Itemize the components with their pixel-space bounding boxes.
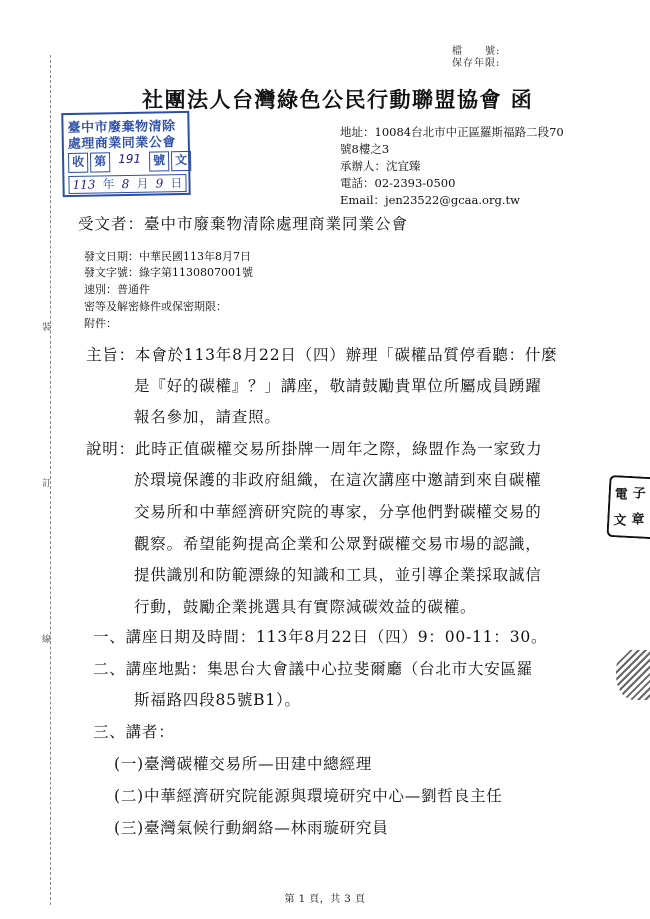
explanation-line-5: 提供識別和防範漂綠的知識和工具，並引導企業採取誠信 [134,566,542,584]
secrecy-level: 密等及解密條件或保密期限： [84,300,227,313]
recipient: 受文者：臺中市廢棄物清除處理商業同業公會 [78,215,409,233]
speaker-3: (三)臺灣氣候行動網絡—林雨璇研究員 [114,819,389,837]
stamp-nian: 年 [102,177,115,192]
item-two-venue-line2: 斯福路四段85號B1）。 [134,691,301,709]
stamp-day: 9 [155,176,164,191]
stamp-org-line2: 處理商業同業公會 [67,135,176,153]
subject-line-1: 主旨：本會於113年8月22日（四）辦理「碳權品質停看聽：什麼 [86,346,558,364]
binding-mark-zhuang: 裝 [42,323,52,333]
explanation-line-4: 觀察。希望能夠提高企業和公眾對碳權交易市場的認識， [134,535,542,553]
explanation-line-1: 說明：此時正值碳權交易所掛牌一周年之際，綠盟作為一家致力 [86,440,543,458]
doc-number-label: 檔 號: [452,46,501,57]
stamp-number: 191 [117,151,142,167]
document-title: 社團法人台灣綠色公民行動聯盟協會 函 [142,87,534,112]
issue-ref-number: 發文字號：綠字第1130807001號 [84,266,253,279]
seal-fragment [616,650,650,700]
stamp-month: 8 [121,176,130,192]
electronic-seal [606,475,650,539]
stamp-date-row [68,174,186,194]
sender-address-line1: 地址：10084台北市中正區羅斯福路二段70 [340,125,564,139]
stamp-yue: 月 [136,176,149,191]
speaker-2: (二)中華經濟研究院能源與環境研究中心—劉哲良主任 [114,787,503,805]
stamp-year: 113 [72,177,96,192]
stamp-number-row [68,151,186,173]
subject-line-2: 是『好的碳權』？」講座，敬請鼓勵貴單位所屬成員踴躍 [134,377,542,395]
subject-line-3: 報名參加，請查照。 [134,408,281,426]
item-three-speakers: 三、講者： [93,723,175,741]
sender-email: Email：jen23522@gcaa.org.tw [340,193,520,207]
received-stamp [61,111,190,197]
speed-class: 速別：普通件 [84,283,150,296]
stamp-org-line1: 臺中市廢棄物清除 [67,119,176,137]
item-one-datetime: 一、講座日期及時間：113年8月22日（四）9：00-11：30。 [93,628,548,646]
sender-address-line2: 號8樓之3 [340,142,390,156]
stamp-shou: 收 [68,153,88,173]
explanation-line-6: 行動，鼓勵企業挑選具有實際減碳效益的碳權。 [134,598,477,616]
sender-contact: 承辦人：沈宜臻 [340,159,421,173]
seal-char-2: 子 [632,486,647,502]
seal-char-1: 電 [614,487,629,503]
stamp-ri: 日 [170,176,183,191]
seal-char-4: 章 [630,512,645,528]
stamp-hao: 號 [149,151,169,171]
page-number: 第 1 頁，共 3 頁 [284,894,366,905]
issue-date: 發文日期：中華民國113年8月7日 [84,250,251,263]
retention-label: 保存年限: [452,58,501,69]
seal-char-3: 文 [612,513,627,529]
stamp-wen: 文 [171,151,191,171]
speaker-1: (一)臺灣碳權交易所—田建中總經理 [114,755,373,773]
explanation-line-2: 於環境保護的非政府組織，在這次講座中邀請到來自碳權 [134,471,542,489]
sender-phone: 電話：02-2393-0500 [340,176,456,190]
stamp-di: 第 [90,152,110,172]
item-two-venue-line1: 二、講座地點：集思台大會議中心拉斐爾廳（台北市大安區羅 [93,660,534,678]
explanation-line-3: 交易所和中華經濟研究院的專家，分享他們對碳權交易的 [134,503,542,521]
binding-mark-ding: 訂 [42,479,52,489]
attachment-label: 附件： [84,317,117,330]
binding-mark-xian: 線 [42,635,52,645]
